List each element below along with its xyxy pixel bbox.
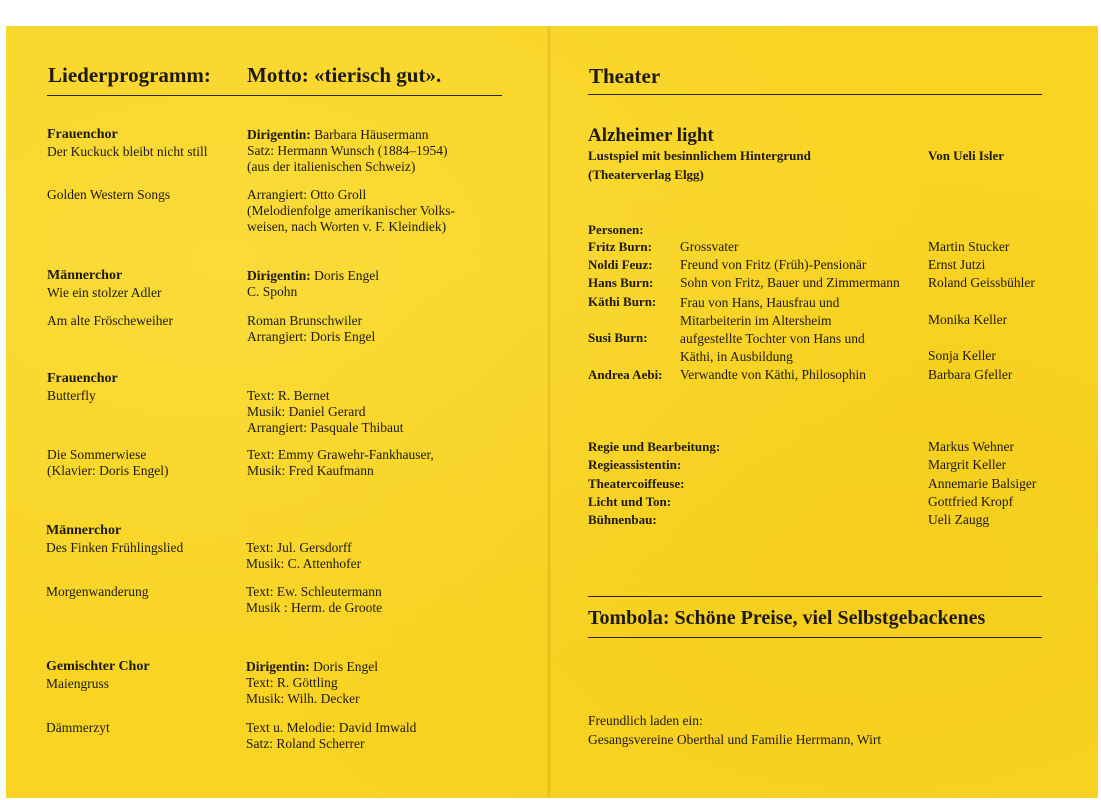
song-details: [247, 388, 403, 436]
detail-text: Arrangiert: Pasquale Thibaut: [247, 420, 404, 435]
crew-role: Regie und Bearbeitung:: [588, 439, 721, 454]
crew-name: Markus Wehner: [928, 439, 1015, 454]
song-details: [247, 447, 434, 479]
left-heading-rule: [47, 95, 502, 96]
invitation-hosts: Gesangsvereine Oberthal und Familie Herrmann, Wirt: [588, 732, 882, 747]
song-title: Morgenwanderung: [46, 584, 149, 599]
song-details: [246, 584, 382, 616]
detail-text: Arrangiert: Doris Engel: [247, 329, 376, 344]
choir-label: Frauenchor: [47, 127, 118, 142]
detail-text: Satz: Roland Scherrer: [246, 736, 365, 751]
detail-text: Musik: Wilh. Decker: [246, 691, 360, 706]
detail-text: Arrangiert: Otto Groll: [247, 187, 367, 202]
detail-text: Doris Engel: [309, 659, 378, 674]
cast-desc: Sohn von Fritz, Bauer und Zimmermann: [680, 275, 900, 290]
center-fold: [547, 26, 551, 798]
choir-label: Gemischter Chor: [46, 659, 150, 674]
detail-text: Musik: Fred Kaufmann: [247, 463, 374, 478]
cast-role: Noldi Feuz:: [588, 257, 653, 272]
song-title: Wie ein stolzer Adler: [47, 285, 162, 300]
cast-desc: Grossvater: [680, 239, 739, 254]
detail-text: Text: Emmy Grawehr-Fankhauser,: [247, 447, 434, 462]
cast-actor: Martin Stucker: [928, 239, 1010, 254]
crew-name: Margrit Keller: [928, 457, 1007, 472]
song-title: Der Kuckuck bleibt nicht still: [47, 144, 208, 159]
song-title: Des Finken Frühlingslied: [46, 540, 184, 555]
cast-desc: Verwandte von Käthi, Philosophin: [680, 367, 866, 382]
cast-actor: Sonja Keller: [928, 348, 996, 363]
song-details: [247, 187, 455, 235]
detail-text: weisen, nach Worten v. F. Kleindiek): [247, 219, 447, 234]
song-details: [246, 540, 361, 572]
song-details: [247, 268, 379, 300]
choir-label: Männerchor: [46, 523, 122, 538]
song-details: [247, 313, 375, 345]
detail-text: (aus der italienischen Schweiz): [247, 159, 416, 174]
detail-text: (Melodienfolge amerikanischer Volks-: [247, 203, 455, 218]
detail-label: Dirigentin:: [247, 268, 311, 283]
cast-actor: Ernst Jutzi: [928, 257, 986, 272]
song-title: Maiengruss: [46, 676, 109, 691]
cast-role: Käthi Burn:: [588, 294, 657, 309]
persons-label: Personen:: [588, 222, 644, 237]
crew-role: Regieassistentin:: [588, 457, 682, 472]
cast-role: Andrea Aebi:: [588, 367, 663, 382]
song-details: [246, 659, 378, 707]
program-sheet: [6, 26, 1098, 798]
crew-name: Gottfried Kropf: [928, 494, 1014, 509]
right-heading-rule: [588, 94, 1042, 95]
cast-desc: [680, 330, 865, 366]
left-heading: Liederprogramm:: [48, 63, 211, 87]
cast-role: Susi Burn:: [588, 330, 648, 345]
detail-text: Text: Jul. Gersdorff: [246, 540, 352, 555]
detail-text: Doris Engel: [310, 268, 379, 283]
cast-actor: Monika Keller: [928, 312, 1008, 327]
detail-text: Satz: Hermann Wunsch (1884–1954): [247, 143, 448, 158]
detail-label: Dirigentin:: [246, 659, 310, 674]
cast-desc-line: Frau von Hans, Hausfrau und: [680, 295, 840, 310]
tombola-heading: Tombola: Schöne Preise, viel Selbstgebackenes: [588, 607, 986, 629]
cast-desc-line: aufgestellte Tochter von Hans und: [680, 331, 865, 346]
detail-text: C. Spohn: [247, 284, 298, 299]
detail-text: Text: Ew. Schleutermann: [246, 584, 382, 599]
motto-heading: Motto: «tierisch gut».: [247, 63, 442, 87]
tombola-rule-top: [588, 596, 1042, 597]
detail-text: Text: R. Göttling: [246, 675, 338, 690]
song-title: Dämmerzyt: [46, 720, 110, 735]
detail-text: Musik: C. Attenhofer: [246, 556, 362, 571]
invitation-line: Freundlich laden ein:: [588, 713, 703, 728]
song-title: Am alte Fröscheweiher: [47, 313, 173, 328]
cast-desc-line: Käthi, in Ausbildung: [680, 349, 793, 364]
song-details: [247, 127, 448, 175]
choir-label: Frauenchor: [47, 371, 118, 386]
song-title: Golden Western Songs: [47, 187, 171, 202]
cast-actor: Roland Geissbühler: [928, 275, 1035, 290]
choir-label: Männerchor: [47, 268, 123, 283]
publisher: (Theaterverlag Elgg): [588, 167, 704, 182]
crew-role: Licht und Ton:: [588, 494, 672, 509]
detail-text: Roman Brunschwiler: [247, 313, 363, 328]
crew-role: Theatercoiffeuse:: [588, 476, 685, 491]
cast-role: Fritz Burn:: [588, 239, 652, 254]
detail-text: Musik: Daniel Gerard: [247, 404, 366, 419]
song-title: Butterfly: [47, 388, 96, 403]
cast-desc: [680, 294, 839, 330]
detail-label: Dirigentin:: [247, 127, 311, 142]
song-title-line: (Klavier: Doris Engel): [47, 463, 169, 478]
crew-name: Annemarie Balsiger: [928, 476, 1037, 491]
cast-actor: Barbara Gfeller: [928, 367, 1013, 382]
song-title: [47, 447, 168, 479]
cast-desc: Freund von Fritz (Früh)-Pensionär: [680, 257, 867, 272]
detail-text: Text: R. Bernet: [247, 388, 330, 403]
crew-name: Ueli Zaugg: [928, 512, 990, 527]
right-heading: Theater: [589, 64, 661, 88]
author: Von Ueli Isler: [928, 148, 1005, 163]
detail-text: Musik : Herm. de Groote: [246, 600, 383, 615]
cast-role: Hans Burn:: [588, 275, 654, 290]
cast-desc-line: Mitarbeiterin im Altersheim: [680, 313, 832, 328]
play-title: Alzheimer light: [588, 125, 714, 146]
crew-role: Bühnenbau:: [588, 512, 657, 527]
detail-text: Text u. Melodie: David Imwald: [246, 720, 417, 735]
detail-text: Barbara Häusermann: [310, 127, 429, 142]
play-subtitle: Lustspiel mit besinnlichem Hintergrund: [588, 148, 811, 163]
tombola-rule-bottom: [588, 637, 1042, 638]
song-details: [246, 720, 416, 752]
song-title-line: Die Sommerwiese: [47, 447, 147, 462]
